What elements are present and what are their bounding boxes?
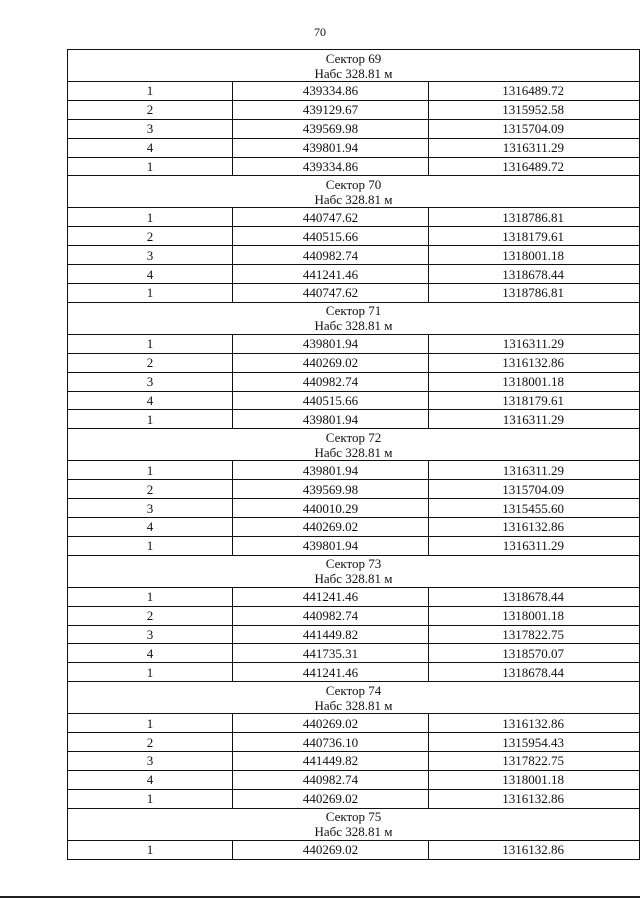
coordinate-y: 1318678.44 [429,587,640,606]
point-number: 1 [68,82,233,101]
sector-header-row [68,682,640,714]
point-number: 4 [68,138,233,157]
table-row [68,82,640,101]
point-number: 1 [68,461,233,480]
coordinate-x: 440982.74 [233,372,429,391]
point-number: 1 [68,789,233,808]
point-number: 4 [68,770,233,789]
coordinate-x: 440515.66 [233,391,429,410]
coordinate-x: 441735.31 [233,644,429,663]
point-number: 2 [68,733,233,752]
point-number: 3 [68,119,233,138]
table-row [68,536,640,555]
coordinate-x: 440269.02 [233,840,429,859]
coordinate-x: 440515.66 [233,227,429,246]
coordinate-x: 439801.94 [233,410,429,429]
table-row [68,733,640,752]
coordinate-x: 439801.94 [233,138,429,157]
point-number: 3 [68,625,233,644]
table-row [68,840,640,859]
sector-title: Сектор 72 [325,429,382,445]
table-row [68,606,640,625]
sector-height: Набс 328.81 м [314,65,393,81]
point-number: 1 [68,284,233,303]
coordinate-y: 1316311.29 [429,334,640,353]
sector-height: Набс 328.81 м [314,191,393,207]
table-row [68,499,640,518]
coordinate-y: 1318001.18 [429,770,640,789]
sector-height: Набс 328.81 м [314,444,393,460]
table-row [68,157,640,176]
coordinate-x: 440269.02 [233,789,429,808]
coordinate-x: 439569.98 [233,480,429,499]
table-row [68,461,640,480]
coordinate-y: 1318678.44 [429,663,640,682]
sector-header-row [68,50,640,82]
coordinate-y: 1318001.18 [429,606,640,625]
point-number: 1 [68,840,233,859]
point-number: 3 [68,499,233,518]
table-row [68,138,640,157]
coordinate-y: 1318786.81 [429,208,640,227]
sector-header [68,808,640,840]
coordinate-y: 1315954.43 [429,733,640,752]
coordinate-x: 439334.86 [233,82,429,101]
sector-header-row [68,302,640,334]
sector-header [68,50,640,82]
sector-height: Набс 328.81 м [314,571,393,587]
table-row [68,789,640,808]
sector-header-row [68,555,640,587]
coordinate-x: 440010.29 [233,499,429,518]
coordinate-x: 439569.98 [233,119,429,138]
table-row [68,265,640,284]
page-bottom-border [0,896,640,898]
sector-header-row [68,176,640,208]
coordinate-x: 440269.02 [233,518,429,537]
sector-title: Сектор 73 [325,556,382,572]
table-row [68,284,640,303]
coordinate-x: 440982.74 [233,246,429,265]
coordinate-x: 440736.10 [233,733,429,752]
point-number: 1 [68,410,233,429]
coordinate-x: 440982.74 [233,770,429,789]
point-number: 2 [68,353,233,372]
point-number: 2 [68,227,233,246]
coordinate-x: 441449.82 [233,625,429,644]
coordinate-y: 1318179.61 [429,227,640,246]
sector-title: Сектор 69 [325,50,382,66]
sector-header-row [68,808,640,840]
point-number: 2 [68,100,233,119]
coordinate-y: 1318570.07 [429,644,640,663]
coordinate-x: 440747.62 [233,208,429,227]
point-number: 1 [68,587,233,606]
coordinate-y: 1316311.29 [429,138,640,157]
coordinate-y: 1317822.75 [429,752,640,771]
sector-title: Сектор 75 [325,809,382,825]
coordinate-y: 1316489.72 [429,157,640,176]
table-row [68,353,640,372]
coordinate-x: 441449.82 [233,752,429,771]
coordinate-x: 440269.02 [233,714,429,733]
coordinate-y: 1316132.86 [429,714,640,733]
coordinate-y: 1318179.61 [429,391,640,410]
point-number: 1 [68,536,233,555]
sector-header [68,176,640,208]
table-row [68,100,640,119]
point-number: 2 [68,606,233,625]
coordinate-y: 1316311.29 [429,410,640,429]
coordinate-y: 1317822.75 [429,625,640,644]
sector-header [68,682,640,714]
point-number: 3 [68,372,233,391]
table-row [68,770,640,789]
point-number: 1 [68,334,233,353]
table-row [68,246,640,265]
sector-height: Набс 328.81 м [314,697,393,713]
coordinate-x: 441241.46 [233,265,429,284]
coordinate-y: 1315455.60 [429,499,640,518]
coordinate-y: 1315704.09 [429,480,640,499]
page-number: 70 [314,25,326,39]
coordinate-y: 1315952.58 [429,100,640,119]
table-row [68,663,640,682]
table-row [68,587,640,606]
table-row [68,518,640,537]
table-row [68,391,640,410]
table-row [68,208,640,227]
table-row [68,714,640,733]
sector-header [68,555,640,587]
point-number: 1 [68,714,233,733]
coordinate-x: 440269.02 [233,353,429,372]
sector-coordinates-table [67,49,640,860]
coordinate-y: 1315704.09 [429,119,640,138]
coordinate-y: 1316489.72 [429,82,640,101]
coordinate-y: 1318786.81 [429,284,640,303]
coordinate-y: 1316132.86 [429,789,640,808]
sector-title: Сектор 71 [325,303,382,319]
table-body [68,50,640,860]
point-number: 1 [68,663,233,682]
sector-height: Набс 328.81 м [314,318,393,334]
coordinate-x: 439801.94 [233,536,429,555]
table-row [68,644,640,663]
point-number: 3 [68,752,233,771]
coordinate-y: 1318678.44 [429,265,640,284]
point-number: 4 [68,265,233,284]
coordinate-x: 439801.94 [233,334,429,353]
coordinate-y: 1316311.29 [429,461,640,480]
point-number: 1 [68,157,233,176]
point-number: 4 [68,391,233,410]
coordinate-x: 439801.94 [233,461,429,480]
coordinate-x: 441241.46 [233,587,429,606]
point-number: 1 [68,208,233,227]
table-row [68,372,640,391]
coordinate-y: 1316311.29 [429,536,640,555]
coordinate-x: 439129.67 [233,100,429,119]
point-number: 2 [68,480,233,499]
sector-height: Набс 328.81 м [314,824,393,840]
point-number: 4 [68,644,233,663]
coordinate-x: 440747.62 [233,284,429,303]
sector-header [68,302,640,334]
point-number: 3 [68,246,233,265]
sector-header [68,429,640,461]
coordinate-y: 1318001.18 [429,246,640,265]
coordinate-x: 439334.86 [233,157,429,176]
table-row [68,119,640,138]
point-number: 4 [68,518,233,537]
sector-header-row [68,429,640,461]
coordinate-x: 440982.74 [233,606,429,625]
coordinate-y: 1318001.18 [429,372,640,391]
coordinate-y: 1316132.86 [429,840,640,859]
sector-title: Сектор 70 [325,176,382,192]
table-row [68,227,640,246]
coordinate-y: 1316132.86 [429,518,640,537]
table-row [68,410,640,429]
sector-title: Сектор 74 [325,682,382,698]
table-row [68,752,640,771]
coordinate-y: 1316132.86 [429,353,640,372]
table-row [68,480,640,499]
table-row [68,334,640,353]
coordinate-x: 441241.46 [233,663,429,682]
table-row [68,625,640,644]
